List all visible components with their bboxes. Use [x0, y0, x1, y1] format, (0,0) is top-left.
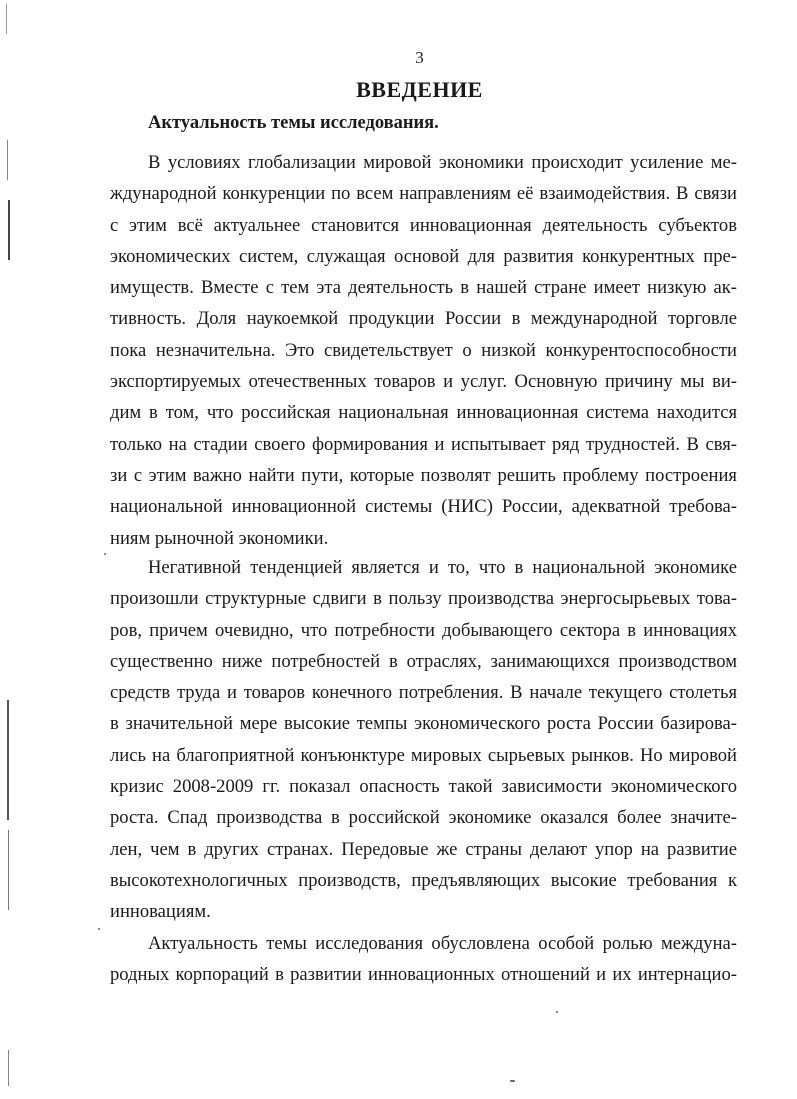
text-line: только на стадии своего формирования и испытывает ряд трудностей. В свя-	[110, 433, 737, 455]
scan-mark	[7, 140, 8, 180]
text-line: ниям рыночной экономики.	[110, 527, 329, 549]
text-line: произошли структурные сдвиги в пользу производства энергосырьевых това-	[110, 588, 737, 610]
text-line: ров, причем очевидно, что потребности добывающего сектора в инновациях	[110, 619, 737, 641]
scan-mark	[8, 830, 9, 910]
text-line: экономических систем, служащая основой для развития конкурентных пре-	[110, 245, 737, 267]
text-line: в значительной мере высокие темпы экономического роста России базирова-	[110, 713, 737, 735]
text-line: Негативной тенденцией является и то, что в национальной экономике	[148, 557, 737, 578]
scan-dot	[104, 553, 106, 555]
scan-dot	[510, 1080, 515, 1082]
scan-mark	[7, 700, 9, 820]
paragraph-negative-trend	[110, 552, 737, 928]
text-line: экспортируемых отечественных товаров и услуг. Основную причину мы ви-	[110, 371, 737, 393]
text-line: В условиях глобализации мировой экономики происходит усиление ме-	[148, 152, 737, 173]
text-line: средств труда и товаров конечного потребления. В начале текущего столетья	[110, 682, 737, 704]
text-line: дим в том, что российская национальная инновационная система находится	[110, 402, 737, 424]
scan-dot	[98, 928, 100, 930]
text-line: национальной инновационной системы (НИС) России, адекватной требова-	[110, 496, 737, 518]
text-line: имуществ. Вместе с тем эта деятельность в нашей стране имеет низкую ак-	[110, 277, 737, 299]
text-line: кризис 2008-2009 гг. показал опасность такой зависимости экономического	[110, 776, 737, 798]
scan-mark	[8, 200, 10, 260]
text-line: с этим всё актуальнее становится инновационная деятельность субъектов	[110, 214, 737, 236]
text-line: существенно ниже потребностей в отраслях, занимающихся производством	[110, 650, 737, 672]
text-line: роста. Спад производства в российской экономике оказался более значите-	[110, 807, 737, 829]
text-line: тивность. Доля наукоемкой продукции России в международной торговле	[110, 308, 737, 330]
text-line: Актуальность темы исследования обусловлена особой ролью междуна-	[148, 933, 737, 954]
text-line: родных корпораций в развитии инновационных отношений и их интернацио-	[110, 964, 737, 986]
text-line: лен, чем в других странах. Передовые же страны делают упор на развитие	[110, 838, 737, 860]
text-line: ждународной конкуренции по всем направлениям её взаимодействия. В связи	[110, 183, 737, 205]
section-heading: ВВЕДЕНИЕ	[356, 77, 483, 102]
text-line: высокотехнологичных производств, предъявляющих высокие требования к	[110, 869, 737, 891]
paragraph-relevance-intro	[110, 147, 737, 554]
section-subheading: Актуальность темы исследования.	[148, 113, 439, 133]
text-line: зи с этим важно найти пути, которые позволят решить проблему построения	[110, 464, 737, 486]
paragraph-relevance-corporations	[110, 928, 737, 991]
scan-mark	[8, 1050, 9, 1086]
scan-dot	[556, 1011, 558, 1013]
text-line: пока незначительна. Это свидетельствует о низкой конкурентоспособности	[110, 339, 737, 361]
text-line: инновациям.	[110, 901, 211, 923]
text-line: лись на благоприятной конъюнктуре мировых сырьевых рынков. Но мировой	[110, 744, 737, 766]
page-number: 3	[415, 48, 424, 67]
scan-mark	[6, 4, 7, 34]
